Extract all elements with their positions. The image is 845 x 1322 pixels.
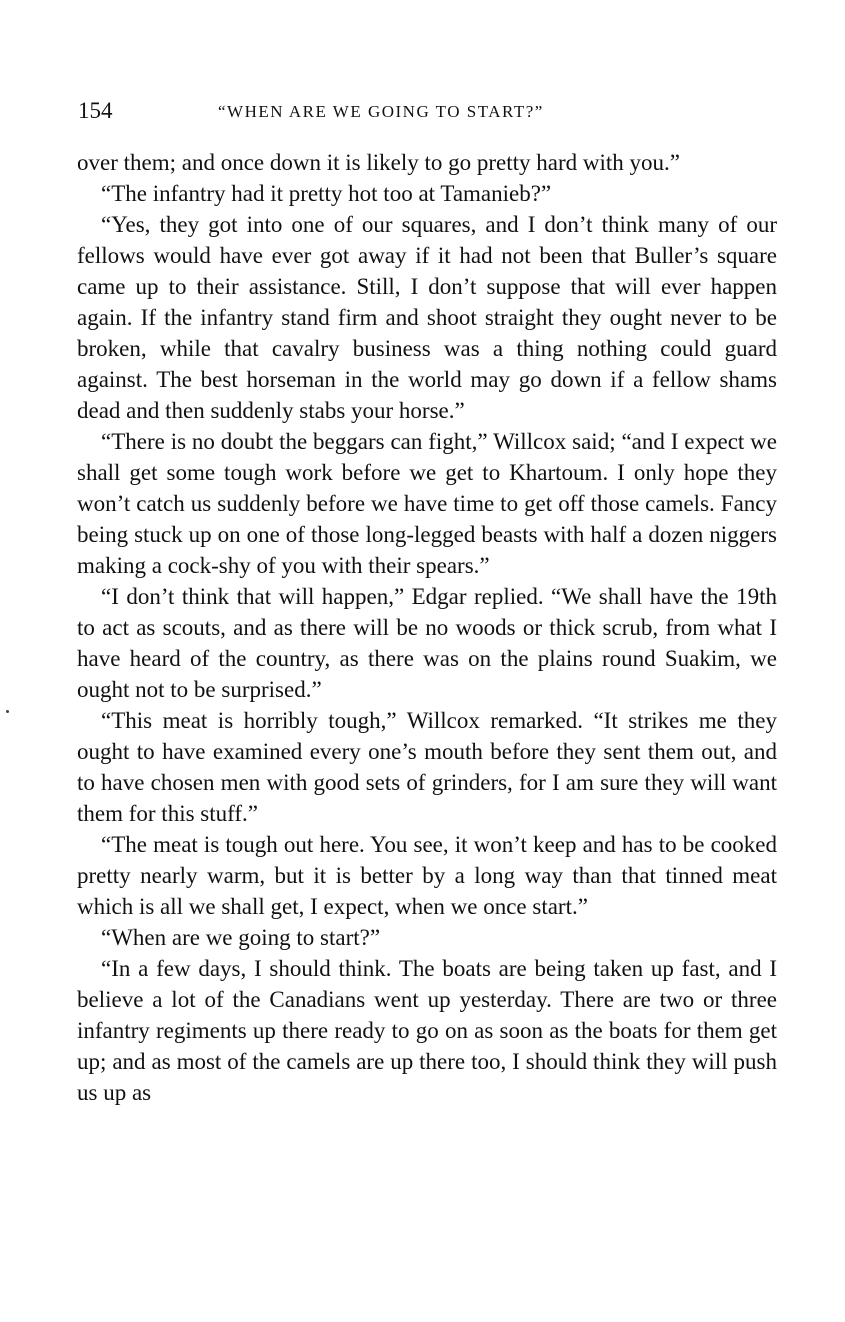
margin-speck [6, 710, 9, 713]
paragraph: “I don’t think that will happen,” Edgar replied. “We shall have the 19th to act as scouts, and as there will be no woods or thick scrub, from what I have heard of the country, as there was on the plains round Suakim, we ought not to be surprised.” [77, 584, 777, 702]
body-text [77, 147, 777, 1108]
page-number: 154 [78, 98, 113, 123]
paragraph: “This meat is horribly tough,” Willcox remarked. “It strikes me they ought to have examined every one’s mouth before they sent them out, and to have chosen men with good sets of grinders, for I am sure they will want them for this stuff.” [77, 708, 777, 826]
paragraph: “When are we going to start?” [101, 925, 381, 950]
paragraph: “Yes, they got into one of our squares, and I don’t think many of our fellows would have ever got away if it had not been that Buller’s square came up to their assistance. Still, I don’t suppose that will ever happen again. If the infantry stand firm and shoot straight they ought never to be broken, while that cavalry business was a thing nothing could guard against. The best horseman in the world may go down if a fellow shams dead and then suddenly stabs your horse.” [77, 212, 777, 423]
page-header [78, 96, 780, 130]
paragraph: “In a few days, I should think. The boats are being taken up fast, and I believe a lot of the Canadians went up yesterday. There are two or three infantry regiments up there ready to go on as soon as the boats for them get up; and as most of the camels are up there too, I should think they will push us up as [77, 956, 777, 1105]
running-head: “WHEN ARE WE GOING TO START?” [218, 102, 544, 121]
paragraph: “The infantry had it pretty hot too at Tamanieb?” [101, 181, 552, 206]
paragraph: over them; and once down it is likely to go pretty hard with you.” [77, 150, 680, 175]
paragraph: “There is no doubt the beggars can fight,” Willcox said; “and I expect we shall get some tough work before we get to Khartoum. I only hope they won’t catch us suddenly before we have time to get off those camels. Fancy being stuck up on one of those long-legged beasts with half a dozen niggers making a cock-shy of you with their spears.” [77, 429, 777, 578]
paragraph: “The meat is tough out here. You see, it won’t keep and has to be cooked pretty nearly warm, but it is better by a long way than that tinned meat which is all we shall get, I expect, when we once start.” [77, 832, 777, 919]
